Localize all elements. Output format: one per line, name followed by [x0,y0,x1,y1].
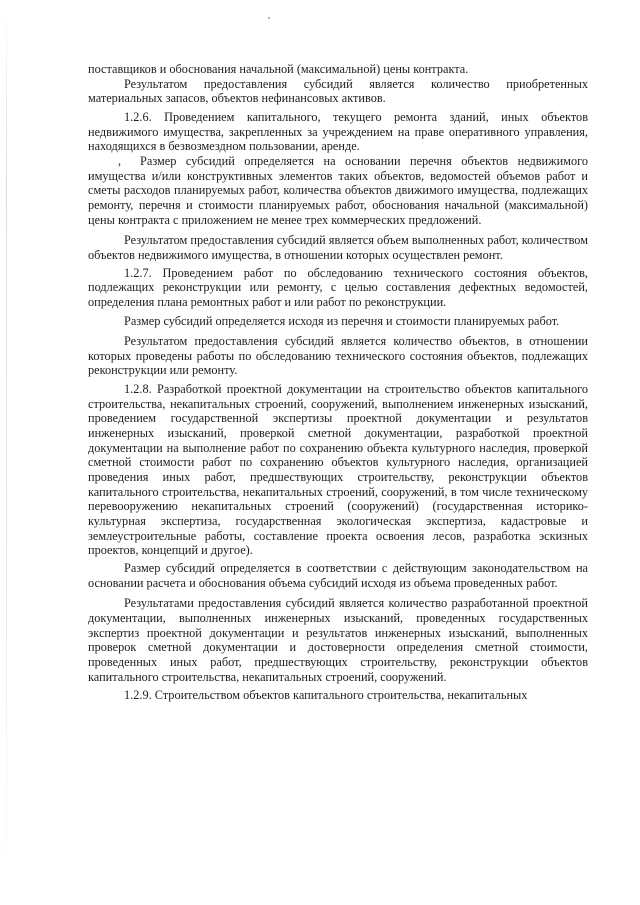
paragraph-8: Результатом предоставления субсидий является количество объектов, в отношении которых проведены работы по обследованию технического состояния объектов, подлежащих реконструкции или ремонту. [88,334,588,378]
paragraph-10: Размер субсидий определяется в соответствии с действующим законодательством на основании расчета и обоснования объема субсидий исходя из объема проведенных работ. [88,561,588,590]
paragraph-7: Размер субсидий определяется исходя из перечня и стоимости планируемых работ. [124,313,560,328]
document-page [88,62,588,703]
paragraph-1: поставщиков и обоснования начальной (максимальной) цены контракта. [88,62,469,76]
paragraph-6: 1.2.7. Проведением работ по обследованию технического состояния объектов, подлежащих реконструкции или ремонту, с целью составления дефектных ведомостей, определения плана ремонтных работ и или работ по реконструкции. [88,265,588,309]
scan-speck [268,17,270,19]
margin-mark: , [118,153,122,168]
paragraph-5: Результатом предоставления субсидий является объем выполненных работ, количеством объектов недвижимого имущества, в отношении которых осуществлен ремонт. [88,233,588,262]
paragraph-11: Результатами предоставления субсидий является количество разработанной проектной документации, выполненных инженерных изысканий, проведенных государственных экспертиз проектной документации и результатов инженерных изысканий, выполненных проверок сметной документации и достоверности определения сметной стоимости, проведенных иных работ, предшествующих строительству, реконструкции объектов капитального строительства, некапитальных строений, сооружений. [88,596,588,684]
paragraph-4-text: Размер субсидий определяется на основании перечня объектов недвижимого имущества и/или конструктивных элементов таких объектов, ведомостей объемов работ и сметы расходов планируемых работ, количества объектов движимого имущества, подлежащих ремонту, перечня и стоимости планируемых работ, обоснования начальной (максимальной) цены контракта с приложением не менее трех коммерческих предложений. [88,153,588,227]
paragraph-12: 1.2.9. Строительством объектов капитального строительства, некапитальных [124,688,528,703]
paragraph-9: 1.2.8. Разработкой проектной документации на строительство объектов капитального строительства, некапитальных строений, сооружений, выполнением инженерных изысканий, проведением государственной экспертизы проектной документации и результатов инженерных изысканий, проверкой сметной документации, разработкой проектной документации на выполнение работ по сохранению объекта культурного наследия, проверкой сметной стоимости работ по сохранению объектов культурного наследия, организацией проведения иных работ, предшествующих строительству, реконструкции объектов капитального строительства, некапитальных строений, сооружений, в том числе техническому перевооружению некапитальных строений (сооружений) (государственная историко-культурная экспертиза, государственная экологическая экспертиза, кадастровые и землеустроительные работы, составление проекта освоения лесов, разработка эскизных проектов, концепций и другое). [88,382,588,558]
paragraph-3: 1.2.6. Проведением капитального, текущего ремонта зданий, иных объектов недвижимого имущества, закрепленных за учреждением на праве оперативного управления, находящихся в безвозмездном пользовании, аренде. [88,109,588,154]
paragraph-2: Результатом предоставления субсидий является количество приобретенных материальных запасов, объектов нефинансовых активов. [88,76,588,106]
scan-edge-line [6,0,7,905]
paragraph-4 [88,154,588,227]
